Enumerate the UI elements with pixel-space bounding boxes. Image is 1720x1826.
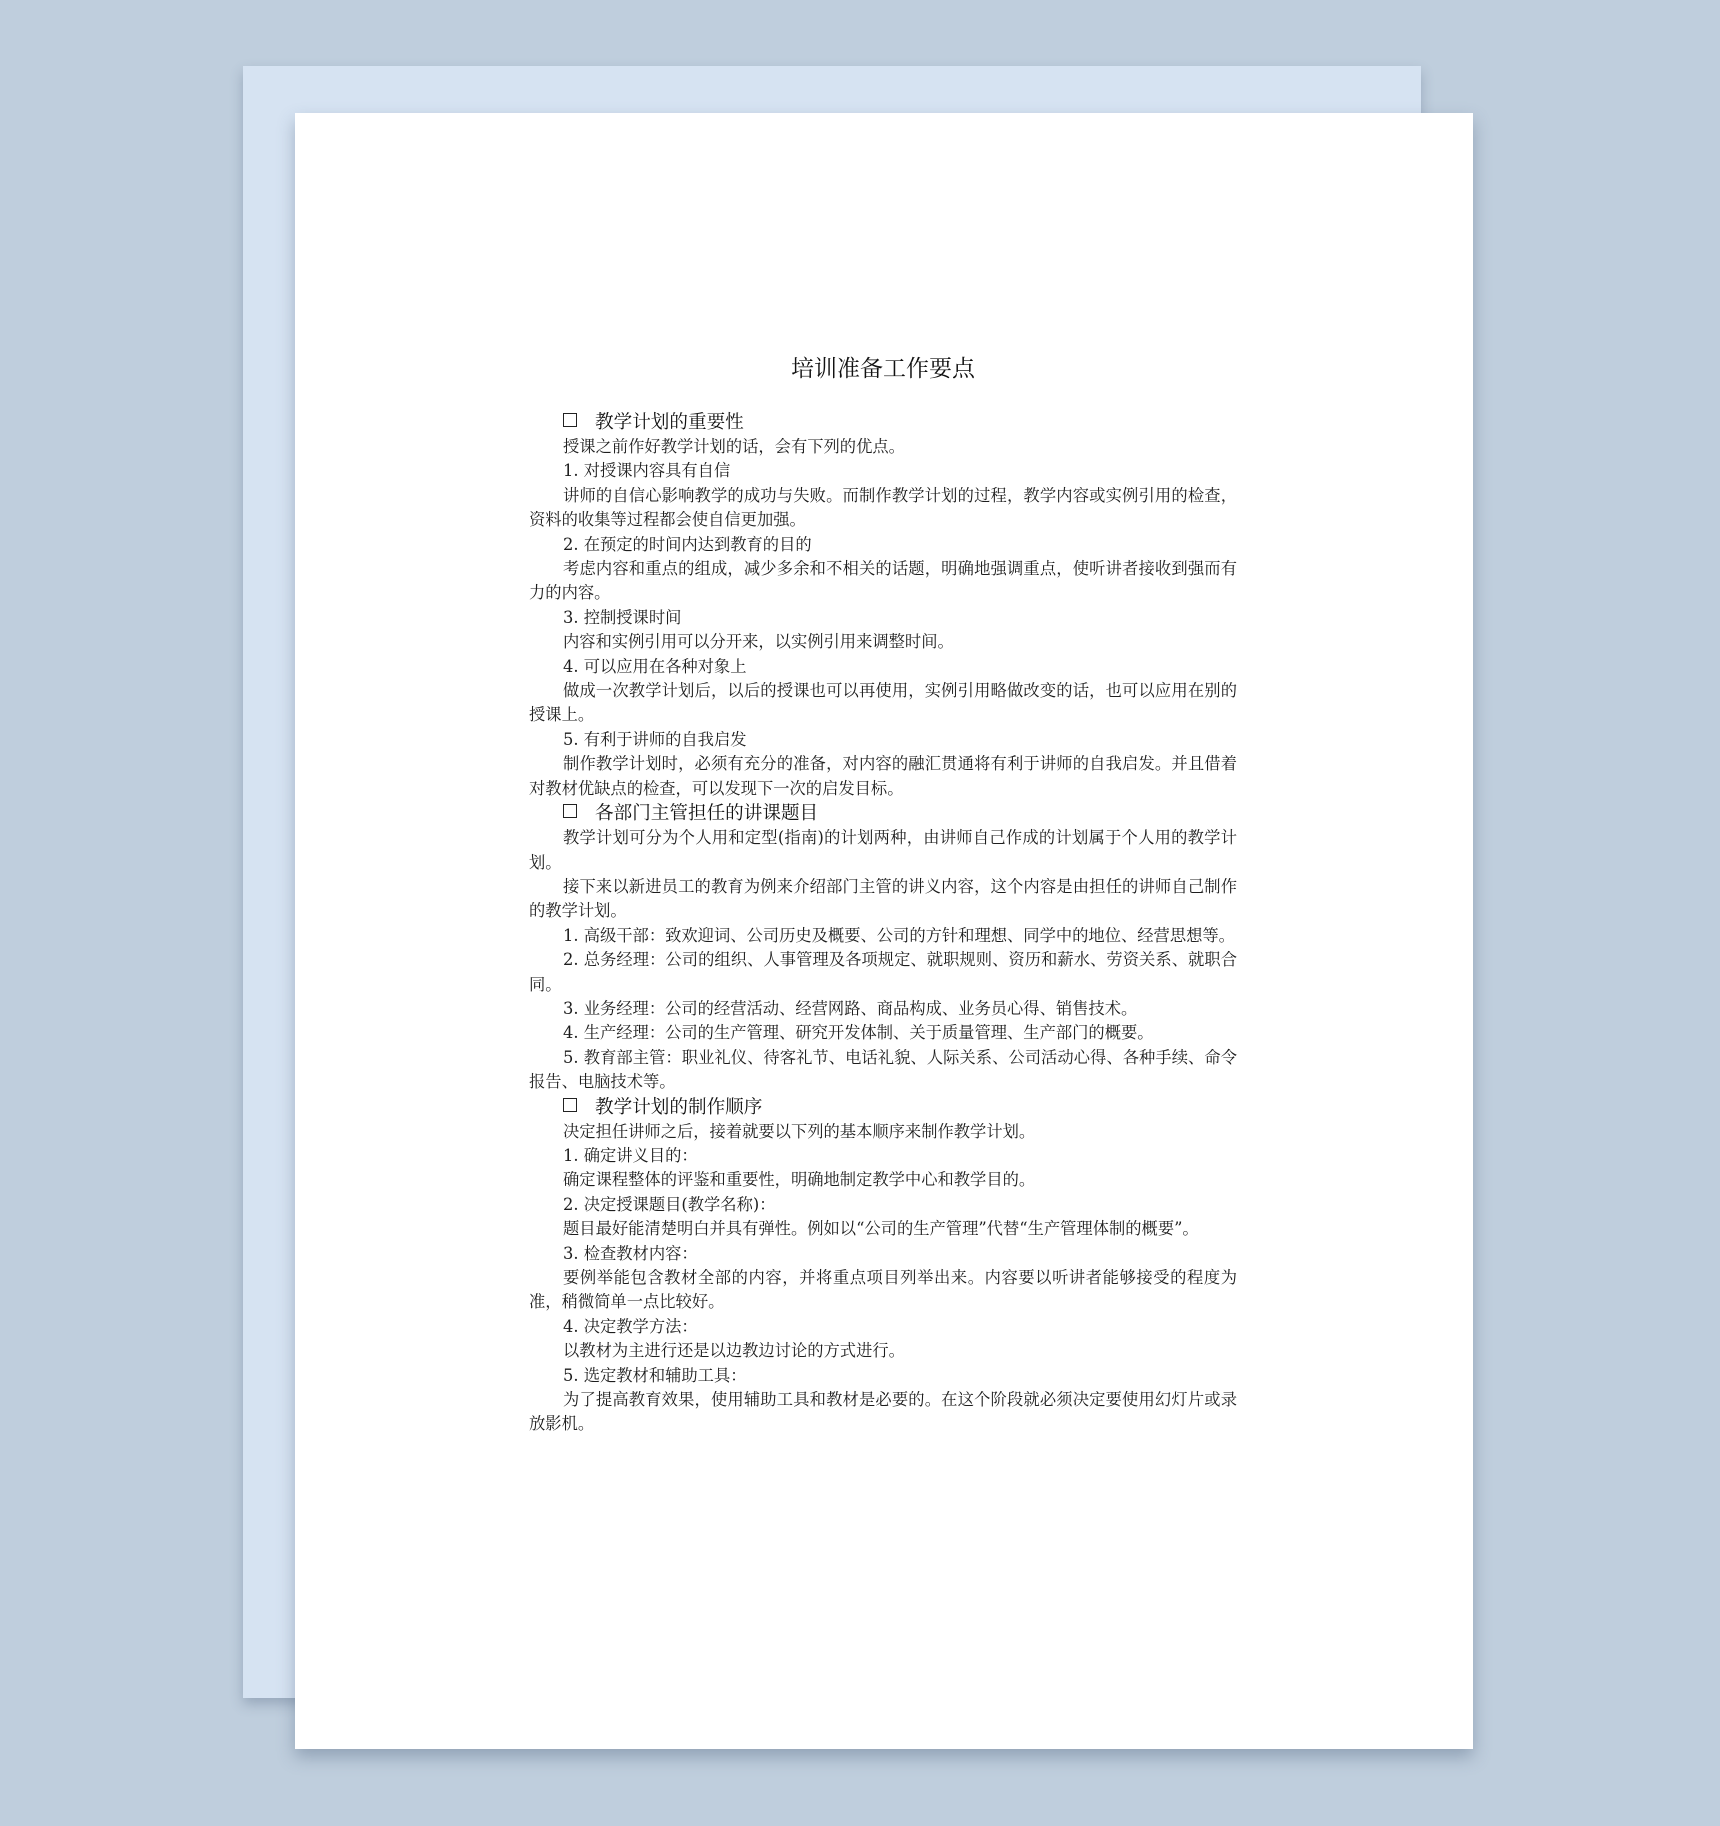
list-item: 1. 高级干部：致欢迎词、公司历史及概要、公司的方针和理想、同学中的地位、经营思想等。	[563, 925, 1235, 945]
list-item-heading: 1. 对授课内容具有自信	[563, 461, 731, 481]
paragraph: 为了提高教育效果，使用辅助工具和教材是必要的。在这个阶段就必须决定要使用幻灯片或录放影机。	[529, 1390, 1237, 1434]
section-heading	[529, 1095, 1237, 1120]
list-item-heading: 2. 在预定的时间内达到教育的目的	[563, 534, 812, 554]
paragraph: 考虑内容和重点的组成，减少多余和不相关的话题，明确地强调重点，使听讲者接收到强而有力的内容。	[529, 559, 1237, 603]
paragraph: 做成一次教学计划后，以后的授课也可以再使用，实例引用略做改变的话，也可以应用在别的授课上。	[529, 681, 1237, 725]
paragraph: 内容和实例引用可以分开来，以实例引用来调整时间。	[563, 632, 954, 652]
paragraph: 要例举能包含教材全部的内容，并将重点项目列举出来。内容要以听讲者能够接受的程度为准，稍微简单一点比较好。	[529, 1268, 1237, 1312]
section-importance	[529, 410, 1237, 801]
list-item: 5. 教育部主管：职业礼仪、待客礼节、电话礼貌、人际关系、公司活动心得、各种手续、命令报告、电脑技术等。	[529, 1047, 1237, 1092]
paragraph: 题目最好能清楚明白并具有弹性。例如以“公司的生产管理”代替“生产管理体制的概要”。	[563, 1219, 1199, 1239]
checkbox-square-icon	[563, 1098, 577, 1112]
section-planning-procedure	[529, 1095, 1237, 1437]
paragraph: 确定课程整体的评鉴和重要性，明确地制定教学中心和教学目的。	[563, 1170, 1036, 1190]
section-heading	[529, 801, 1237, 826]
list-item-heading: 5. 有利于讲师的自我启发	[563, 729, 747, 749]
list-item-heading: 3. 控制授课时间	[563, 607, 682, 627]
section-department-topics	[529, 801, 1237, 1094]
list-item-heading: 3. 检查教材内容：	[563, 1243, 698, 1263]
list-item-heading: 5. 选定教材和辅助工具：	[563, 1365, 747, 1385]
list-item-heading: 4. 决定教学方法：	[563, 1316, 698, 1336]
list-item: 3. 业务经理：公司的经营活动、经营网路、商品构成、业务员心得、销售技术。	[563, 998, 1138, 1018]
paragraph: 决定担任讲师之后，接着就要以下列的基本顺序来制作教学计划。	[563, 1121, 1036, 1141]
paragraph: 接下来以新进员工的教育为例来介绍部门主管的讲义内容，这个内容是由担任的讲师自己制作的教学计划。	[529, 876, 1237, 921]
checkbox-square-icon	[563, 804, 577, 818]
document-title: 培训准备工作要点	[791, 356, 975, 382]
paragraph: 以教材为主进行还是以边教边讨论的方式进行。	[563, 1341, 905, 1361]
paragraph: 授课之前作好教学计划的话，会有下列的优点。	[563, 437, 905, 456]
list-item-heading: 1. 确定讲义目的：	[563, 1145, 698, 1165]
list-item: 2. 总务经理：公司的组织、人事管理及各项规定、就职规则、资历和薪水、劳资关系、就职合同。	[529, 950, 1237, 994]
list-item-heading: 4. 可以应用在各种对象上	[563, 656, 747, 676]
paragraph: 教学计划可分为个人用和定型(指南)的计划两种，由讲师自己作成的计划属于个人用的教学计划。	[529, 828, 1237, 872]
paragraph: 制作教学计划时，必须有充分的准备，对内容的融汇贯通将有利于讲师的自我启发。并且借着对教材优缺点的检查，可以发现下一次的启发目标。	[529, 754, 1237, 798]
document-content	[529, 352, 1237, 1437]
checkbox-square-icon	[563, 413, 577, 427]
list-item-heading: 2. 决定授课题目(教学名称)：	[563, 1194, 776, 1214]
section-heading	[529, 410, 1237, 435]
section-heading-text: 各部门主管担任的讲课题目	[595, 803, 819, 825]
paragraph: 讲师的自信心影响教学的成功与失败。而制作教学计划的过程，教学内容或实例引用的检查，资料的收集等过程都会使自信更加强。	[529, 485, 1237, 530]
section-heading-text: 教学计划的重要性	[595, 412, 744, 433]
list-item: 4. 生产经理：公司的生产管理、研究开发体制、关于质量管理、生产部门的概要。	[563, 1023, 1154, 1043]
section-heading-text: 教学计划的制作顺序	[595, 1096, 763, 1118]
